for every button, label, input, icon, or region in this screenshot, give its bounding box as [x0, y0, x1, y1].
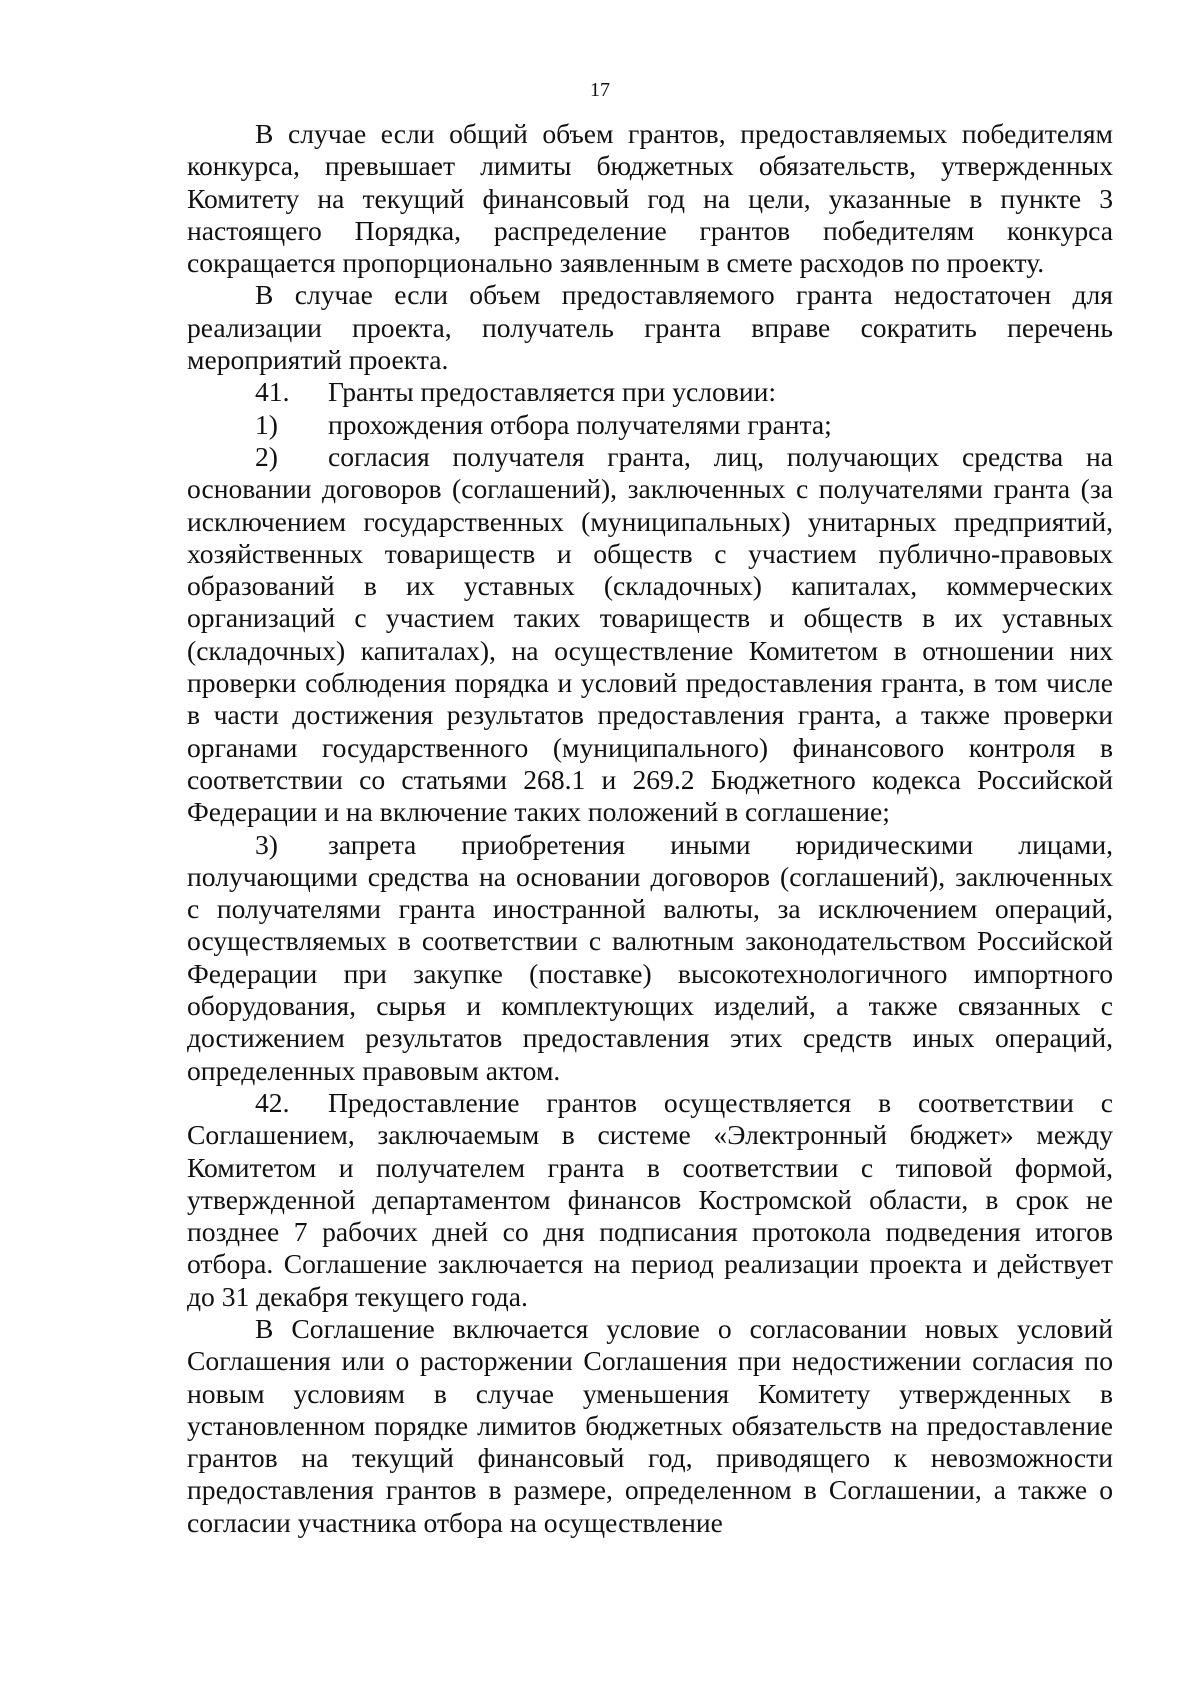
clause-41-item-2-number: 2) [255, 440, 278, 472]
paragraph-agreement-conditions: В Соглашение включается условие о согласовании новых условий Соглашения или о расторжении Соглашения при недостижении согласия по новым условиям в случае уменьшения Комитету утвержденных в установленном порядке лимитов бюджетных обязательств на предоставление грантов на текущий финансовый год, приводящего к невозможности предоставления грантов в размере, определенном в Соглашении, а также о согласии участника отбора на осуществление [187, 1312, 1113, 1538]
clause-42-text: Предоставление грантов осуществляется в соответствии с Соглашением, заключаемым в системе «Электронный бюджет» между Комитетом и получателем гранта в соответствии с типовой формой, утвержденной департаментом финансов Костромской области, в срок не позднее 7 рабочих дней со дня подписания протокола подведения итогов отбора. Соглашение заключается на период реализации проекта и действует до 31 декабря текущего года. [187, 1086, 1113, 1312]
clause-42-number: 42. [255, 1086, 290, 1118]
paragraph-grant-reduction: В случае если общий объем грантов, предоставляемых победителям конкурса, превышает лимиты бюджетных обязательств, утвержденных Комитету на текущий финансовый год на цели, указанные в пункте 3 настоящего Порядка, распределение грантов победителям конкурса сокращается пропорционально заявленным в смете расходов по проекту. [187, 118, 1113, 279]
page-number: 17 [590, 79, 610, 101]
clause-41-item-3-text: запрета приобретения иными юридическими лицами, получающими средства на основании договоров (соглашений), заключенных с получателями гранта иностранной валюты, за исключением операций, осуществляемых в соответствии с валютным законодательством Российской Федерации при закупке (поставке) высокотехнологичного импортного оборудования, сырья и комплектующих изделий, а также связанных с достижением результатов предоставления этих средств иных операций, определенных правовым актом. [187, 828, 1113, 1086]
clause-41-item-1 [187, 409, 1113, 441]
clause-41-item-3-number: 3) [255, 828, 278, 860]
clause-41 [187, 376, 1113, 408]
paragraph-insufficient-grant: В случае если объем предоставляемого гранта недостаточен для реализации проекта, получатель гранта вправе сократить перечень мероприятий проекта. [187, 279, 1113, 376]
document-body [187, 118, 1113, 1539]
clause-41-item-1-number: 1) [255, 408, 278, 440]
clause-42 [187, 1087, 1113, 1313]
clause-41-number: 41. [255, 376, 290, 408]
clause-41-item-2 [187, 441, 1113, 829]
clause-41-text: Гранты предоставляется при условии: [328, 376, 777, 408]
clause-41-item-1-text: прохождения отбора получателями гранта; [328, 408, 832, 440]
clause-41-item-3 [187, 829, 1113, 1087]
clause-41-item-2-text: согласия получателя гранта, лиц, получающих средства на основании договоров (соглашений), заключенных с получателями гранта (за исключением государственных (муниципальных) унитарных предприятий, хозяйственных товариществ и обществ с участием публично-правовых образований в их уставных (складочных) капиталах, коммерческих организаций с участием таких товариществ и обществ в их уставных (складочных) капиталах), на осуществление Комитетом в отношении них проверки соблюдения порядка и условий предоставления гранта, в том числе в части достижения результатов предоставления гранта, а также проверки органами государственного (муниципального) финансового контроля в соответствии со статьями 268.1 и 269.2 Бюджетного кодекса Российской Федерации и на включение таких положений в соглашение; [187, 440, 1113, 828]
